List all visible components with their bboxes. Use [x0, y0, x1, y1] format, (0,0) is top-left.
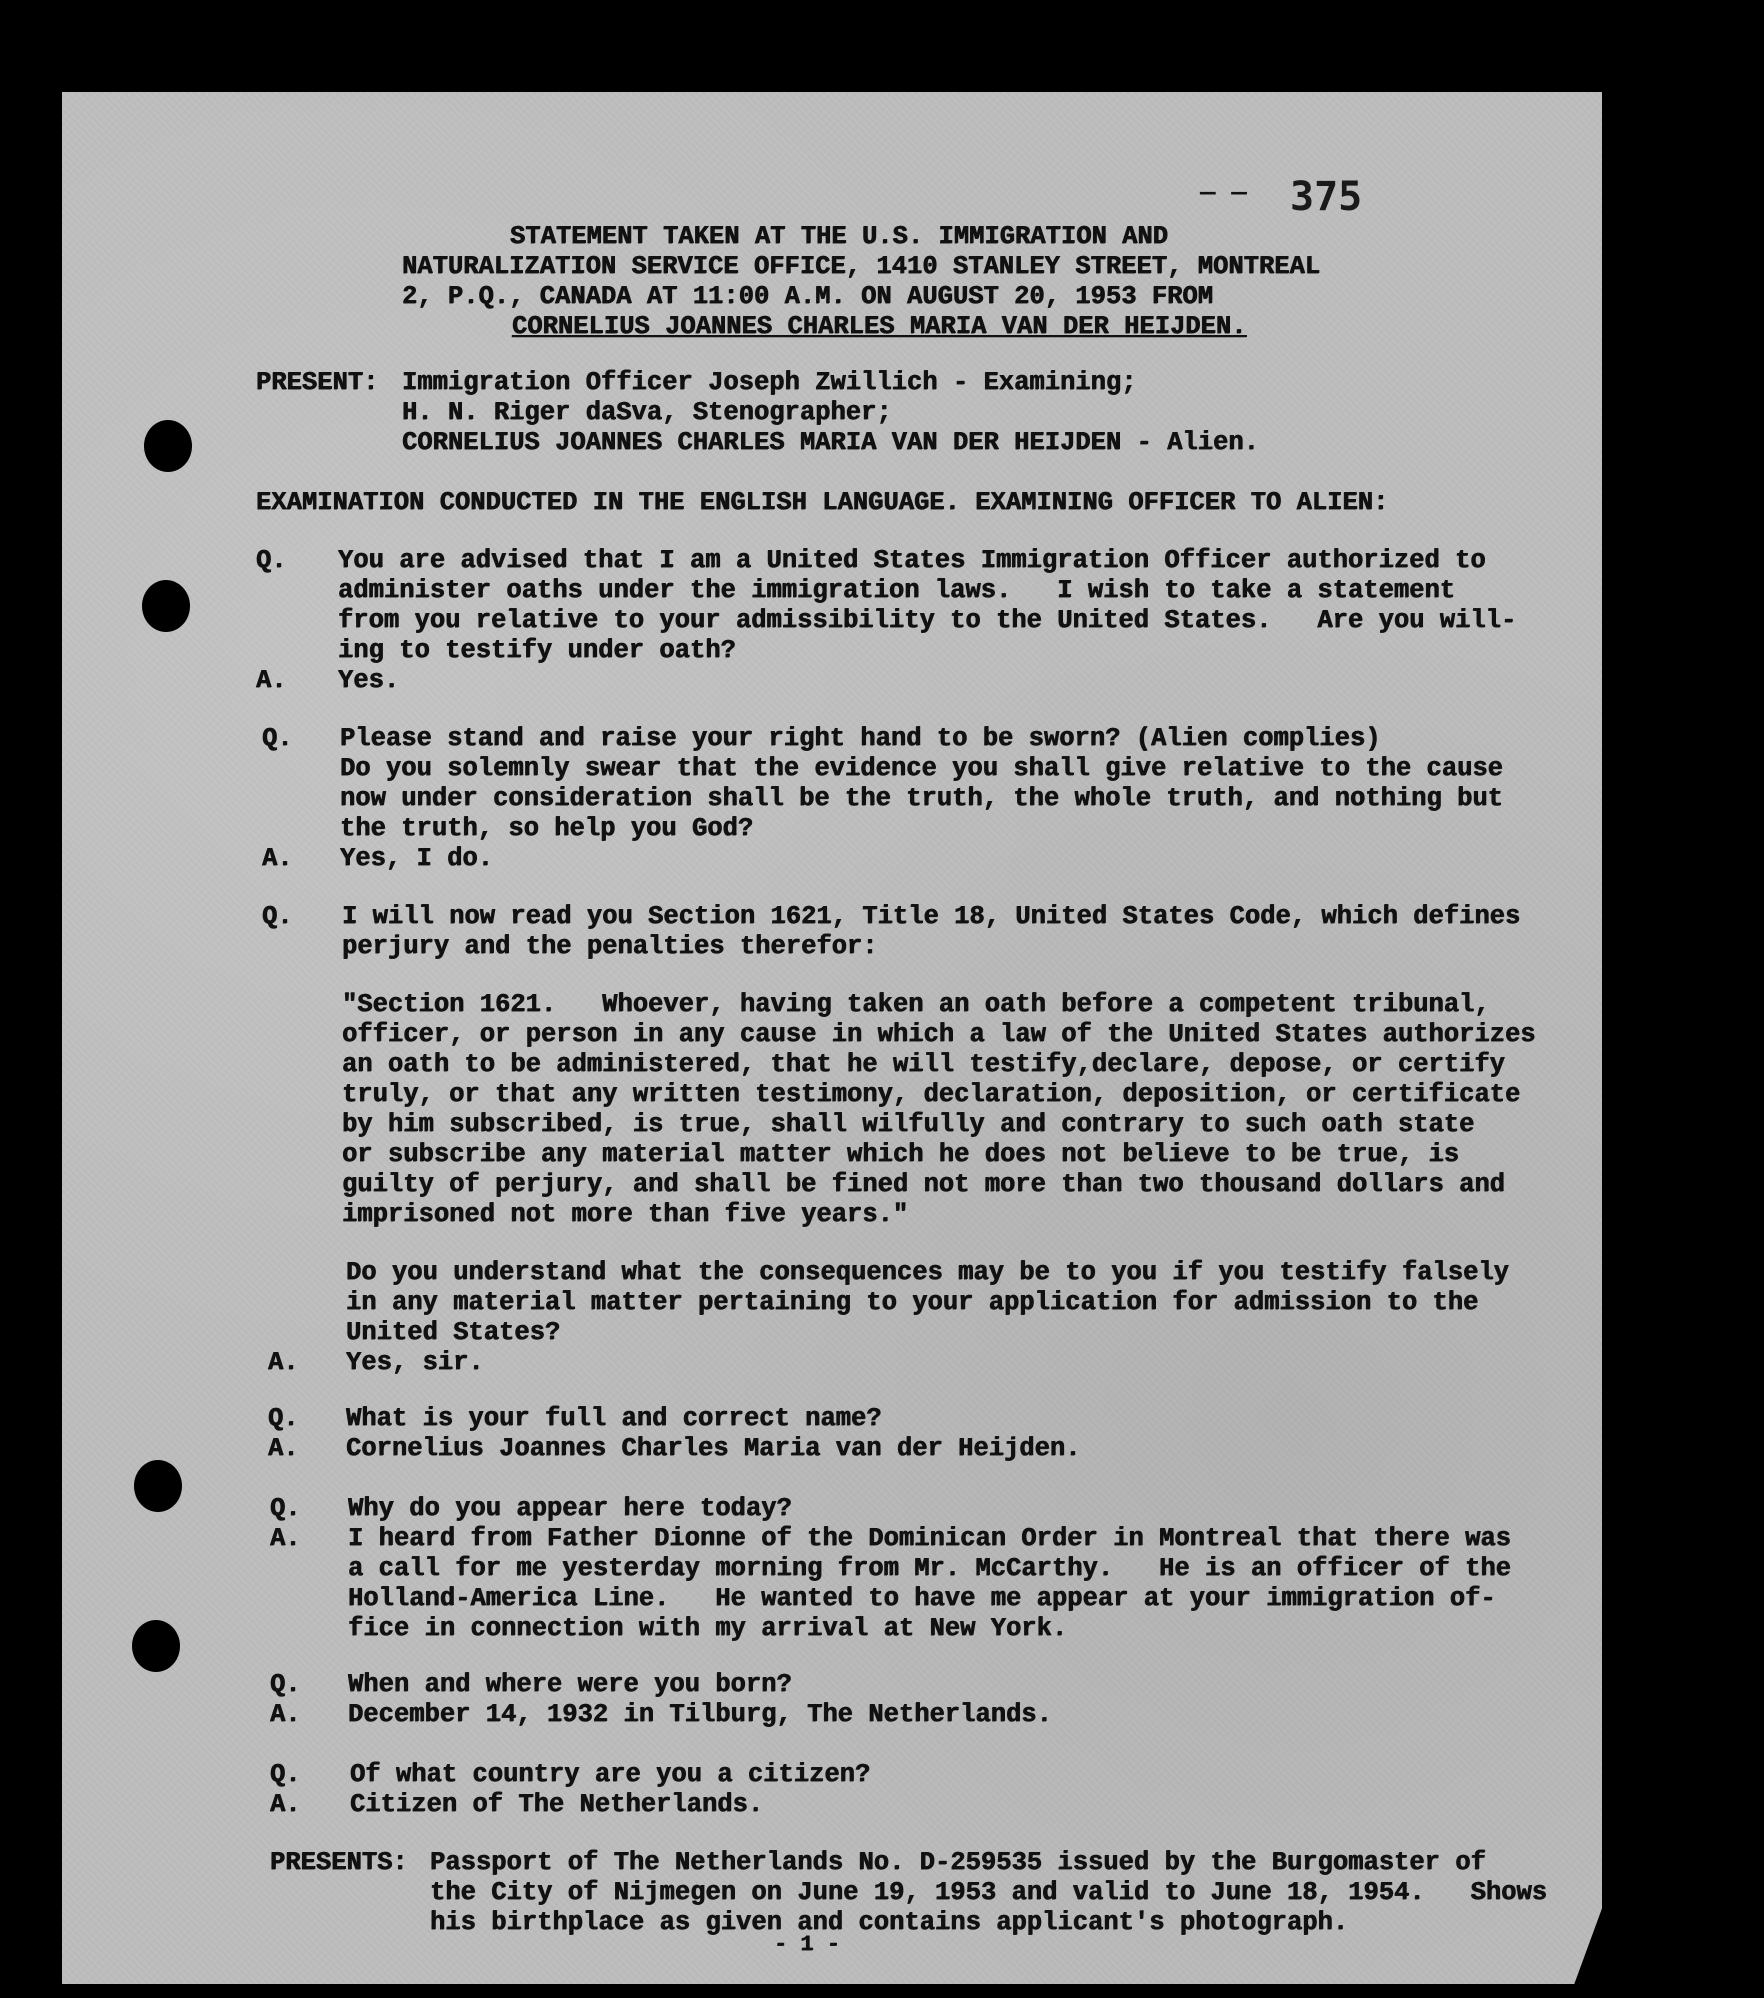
presents-label: PRESENTS:: [270, 1848, 408, 1877]
answer-text: Citizen of The Netherlands.: [350, 1790, 764, 1819]
present-line-2: H. N. Riger daSva, Stenographer;: [402, 398, 892, 427]
q-label: Q.: [270, 1760, 301, 1789]
question-text: What is your full and correct name?: [346, 1404, 882, 1433]
answer-text: Yes, sir.: [346, 1348, 484, 1377]
present-label: PRESENT:: [256, 368, 379, 397]
a-label: A.: [268, 1348, 299, 1377]
page-number-dash: — —: [1200, 178, 1247, 208]
examination-conducted: EXAMINATION CONDUCTED IN THE ENGLISH LANGUAGE. EXAMINING OFFICER TO ALIEN:: [256, 488, 1389, 517]
presents-text: Passport of The Netherlands No. D-259535 issued by the Burgomaster of the City of Nijmegen on June 19, 1953 and valid to June 18, 1954. Shows his birthplace as given and contains applicant's photograph.: [430, 1848, 1548, 1937]
a-label: A.: [270, 1700, 301, 1729]
punch-hole: [134, 1460, 182, 1512]
a-label: A.: [256, 666, 287, 695]
punch-hole: [142, 580, 190, 632]
question-text: Please stand and raise your right hand to be sworn? (Alien complies) Do you solemnly swear that the evidence you shall give relative to the cause now under consideration shall be the truth, the whole truth, and nothing but the truth, so help you God?: [340, 724, 1503, 843]
answer-text: Yes.: [338, 666, 400, 695]
answer-text: December 14, 1932 in Tilburg, The Netherlands.: [348, 1700, 1052, 1729]
q-label: Q.: [268, 1404, 299, 1433]
question-text: You are advised that I am a United States Immigration Officer authorized to administer oaths under the immigration laws. I wish to take a statement from you relative to your admissibility to the United States. Are you will- ing to testify under oath?: [338, 546, 1517, 665]
present-line-1: Immigration Officer Joseph Zwillich - Examining;: [402, 368, 1137, 397]
punch-hole: [144, 420, 192, 472]
question-text: Do you understand what the consequences may be to you if you testify falsely in any material matter pertaining to your application for admission to the United States?: [346, 1258, 1509, 1347]
header-line-3: 2, P.Q., CANADA AT 11:00 A.M. ON AUGUST 20, 1953 FROM: [402, 282, 1214, 311]
question-text: Why do you appear here today?: [348, 1494, 792, 1523]
statute-quote: "Section 1621. Whoever, having taken an oath before a competent tribunal, officer, or person in any cause in which a law of the United States authorizes an oath to be administered, that he will testify,declare, depose, or certify truly, or that any written testimony, declaration, deposition, or certificate by him subscribed, is true, shall wilfully and contrary to such oath state or subscribe any material matter which he does not believe to be true, is guilty of perjury, and shall be fined not more than two thousand dollars and imprisoned not more than five years.": [342, 990, 1536, 1229]
header-line-4: CORNELIUS JOANNES CHARLES MARIA VAN DER HEIJDEN.: [512, 312, 1247, 341]
answer-text: I heard from Father Dionne of the Dominican Order in Montreal that there was a call for me yesterday morning from Mr. McCarthy. He is an officer of the Holland-America Line. He wanted to have me appear at your immigration of- fice in connection with my arrival at New York.: [348, 1524, 1511, 1643]
q-label: Q.: [270, 1494, 301, 1523]
a-label: A.: [268, 1434, 299, 1463]
question-text: I will now read you Section 1621, Title 18, United States Code, which defines perjury and the penalties therefor:: [342, 902, 1521, 961]
present-line-3: CORNELIUS JOANNES CHARLES MARIA VAN DER HEIJDEN - Alien.: [402, 428, 1259, 457]
q-label: Q.: [262, 902, 293, 931]
header-line-2: NATURALIZATION SERVICE OFFICE, 1410 STANLEY STREET, MONTREAL: [402, 252, 1321, 281]
q-label: Q.: [262, 724, 293, 753]
a-label: A.: [270, 1790, 301, 1819]
punch-hole: [132, 1620, 180, 1672]
header-line-1: STATEMENT TAKEN AT THE U.S. IMMIGRATION AND: [510, 222, 1169, 251]
question-text: Of what country are you a citizen?: [350, 1760, 871, 1789]
answer-text: Yes, I do.: [340, 844, 494, 873]
page-number: 375: [1290, 174, 1363, 220]
q-label: Q.: [256, 546, 287, 575]
q-label: Q.: [270, 1670, 301, 1699]
a-label: A.: [270, 1524, 301, 1553]
question-text: When and where were you born?: [348, 1670, 792, 1699]
a-label: A.: [262, 844, 293, 873]
footer-page-number: - 1 -: [774, 1932, 841, 1957]
answer-text: Cornelius Joannes Charles Maria van der Heijden.: [346, 1434, 1081, 1463]
